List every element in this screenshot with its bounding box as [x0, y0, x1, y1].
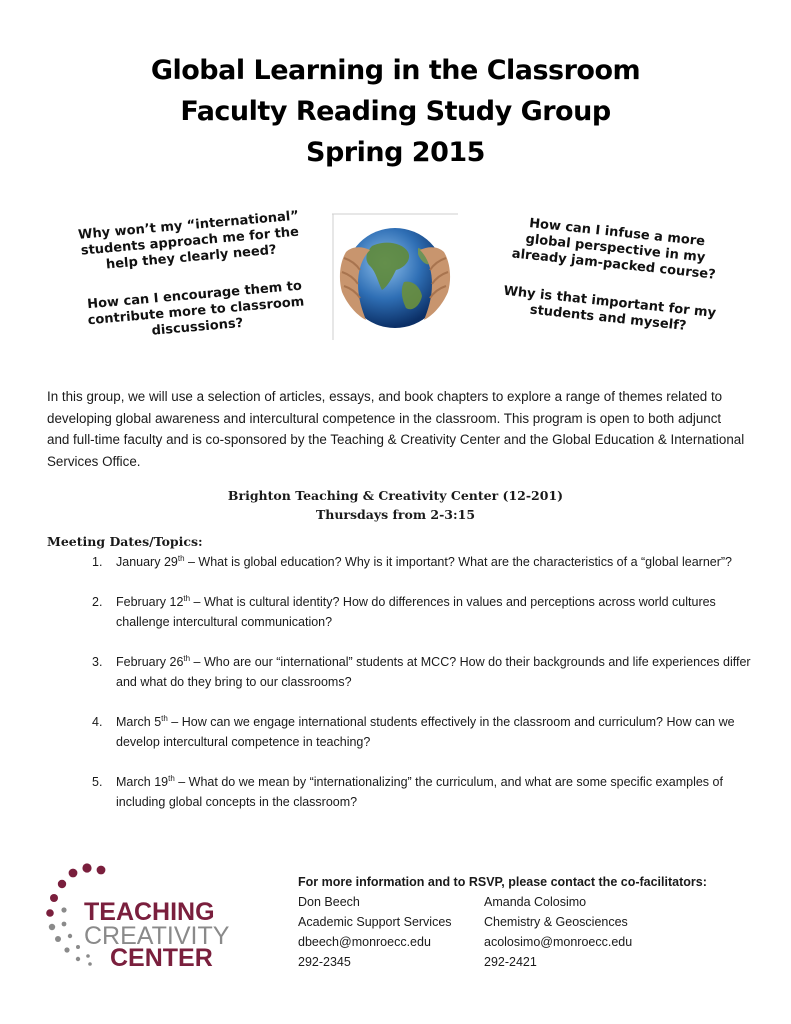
item-number: 3.	[92, 655, 103, 669]
question-text: Why won’t my “international” students approach me for the help they clearly need?	[77, 208, 300, 273]
date-suffix: th	[183, 653, 191, 663]
facilitator-name: Don Beech	[298, 895, 360, 909]
meeting-date: March 5	[116, 715, 162, 729]
list-item	[92, 592, 752, 632]
page-term: Spring 2015	[306, 137, 485, 168]
list-item	[92, 552, 752, 572]
question-text: How can I infuse a more global perspective in my already jam-packed course?	[511, 216, 717, 283]
question-text: Why is that important for my students and myself?	[502, 283, 717, 334]
page-subtitle: Faculty Reading Study Group	[180, 96, 611, 127]
facilitator-email[interactable]: dbeech@monroecc.edu	[298, 935, 431, 949]
facilitator-email[interactable]: acolosimo@monroecc.edu	[484, 935, 633, 949]
meeting-date: February 26	[116, 655, 184, 669]
logo-word-creativity: CREATIVITY	[84, 922, 230, 950]
meeting-topic: – What is global education? Why is it important? What are the characteristics of a “global learner”?	[184, 555, 733, 569]
meetings-heading: Meeting Dates/Topics:	[47, 534, 203, 549]
facilitator-1	[298, 892, 484, 972]
meeting-topic: – How can we engage international students effectively in the classroom and curriculum? How can we develop intercultural competence in teaching?	[116, 715, 735, 749]
page-title-block	[0, 50, 791, 173]
meeting-list	[92, 552, 752, 832]
item-number: 4.	[92, 715, 103, 729]
globe-in-hands-image	[332, 212, 458, 340]
location-time: Thursdays from 2-3:15	[315, 507, 476, 522]
list-item	[92, 652, 752, 692]
meeting-date: February 12	[116, 595, 184, 609]
facilitator-dept: Academic Support Services	[298, 915, 452, 929]
meeting-date: January 29	[116, 555, 178, 569]
item-number: 1.	[92, 555, 103, 569]
contact-heading: For more information and to RSVP, please contact the co-facilitators:	[298, 875, 707, 889]
logo-word-center: CENTER	[110, 944, 213, 970]
date-suffix: th	[183, 593, 191, 603]
date-suffix: th	[161, 713, 168, 723]
meeting-topic: – What is cultural identity? How do differences in values and perceptions across world cultures challenge intercultural communication?	[116, 595, 716, 629]
questions-right	[500, 214, 724, 338]
facilitator-phone: 292-2345	[298, 955, 351, 969]
intro-paragraph: In this group, we will use a selection of articles, essays, and book chapters to explore a range of themes related to developing global awareness and intercultural competence in the classroom. This program is open to both adjunct and full-time faculty and is co-sponsored by the Teaching & Creativity Center and the Global Education & International Services Office.	[47, 389, 745, 469]
date-suffix: th	[168, 773, 175, 783]
list-item	[92, 772, 752, 812]
date-suffix: th	[177, 553, 185, 563]
meeting-date: March 19	[116, 775, 169, 789]
item-number: 2.	[92, 595, 103, 609]
location-block	[0, 486, 791, 524]
meeting-topic: – What do we mean by “internationalizing” the curriculum, and what are some specific examples of including global concepts in the classroom?	[116, 775, 723, 809]
contact-block	[298, 872, 707, 972]
question-text: How can I encourage them to contribute more to classroom discussions?	[86, 278, 305, 339]
item-number: 5.	[92, 775, 103, 789]
list-item	[92, 712, 752, 752]
facilitator-2	[484, 892, 632, 972]
location-place: Brighton Teaching & Creativity Center (12-201)	[227, 488, 564, 503]
questions-left	[73, 208, 312, 346]
page-title: Global Learning in the Classroom	[150, 55, 641, 86]
facilitator-dept: Chemistry & Geosciences	[484, 915, 628, 929]
facilitator-name: Amanda Colosimo	[484, 895, 587, 909]
logo-word-teaching: TEACHING	[84, 898, 215, 926]
meeting-topic: – Who are our “international” students at MCC? How do their backgrounds and life experiences differ and what do they bring to our classrooms?	[116, 655, 751, 689]
facilitator-phone: 292-2421	[484, 955, 537, 969]
teaching-creativity-center-logo	[40, 860, 260, 970]
